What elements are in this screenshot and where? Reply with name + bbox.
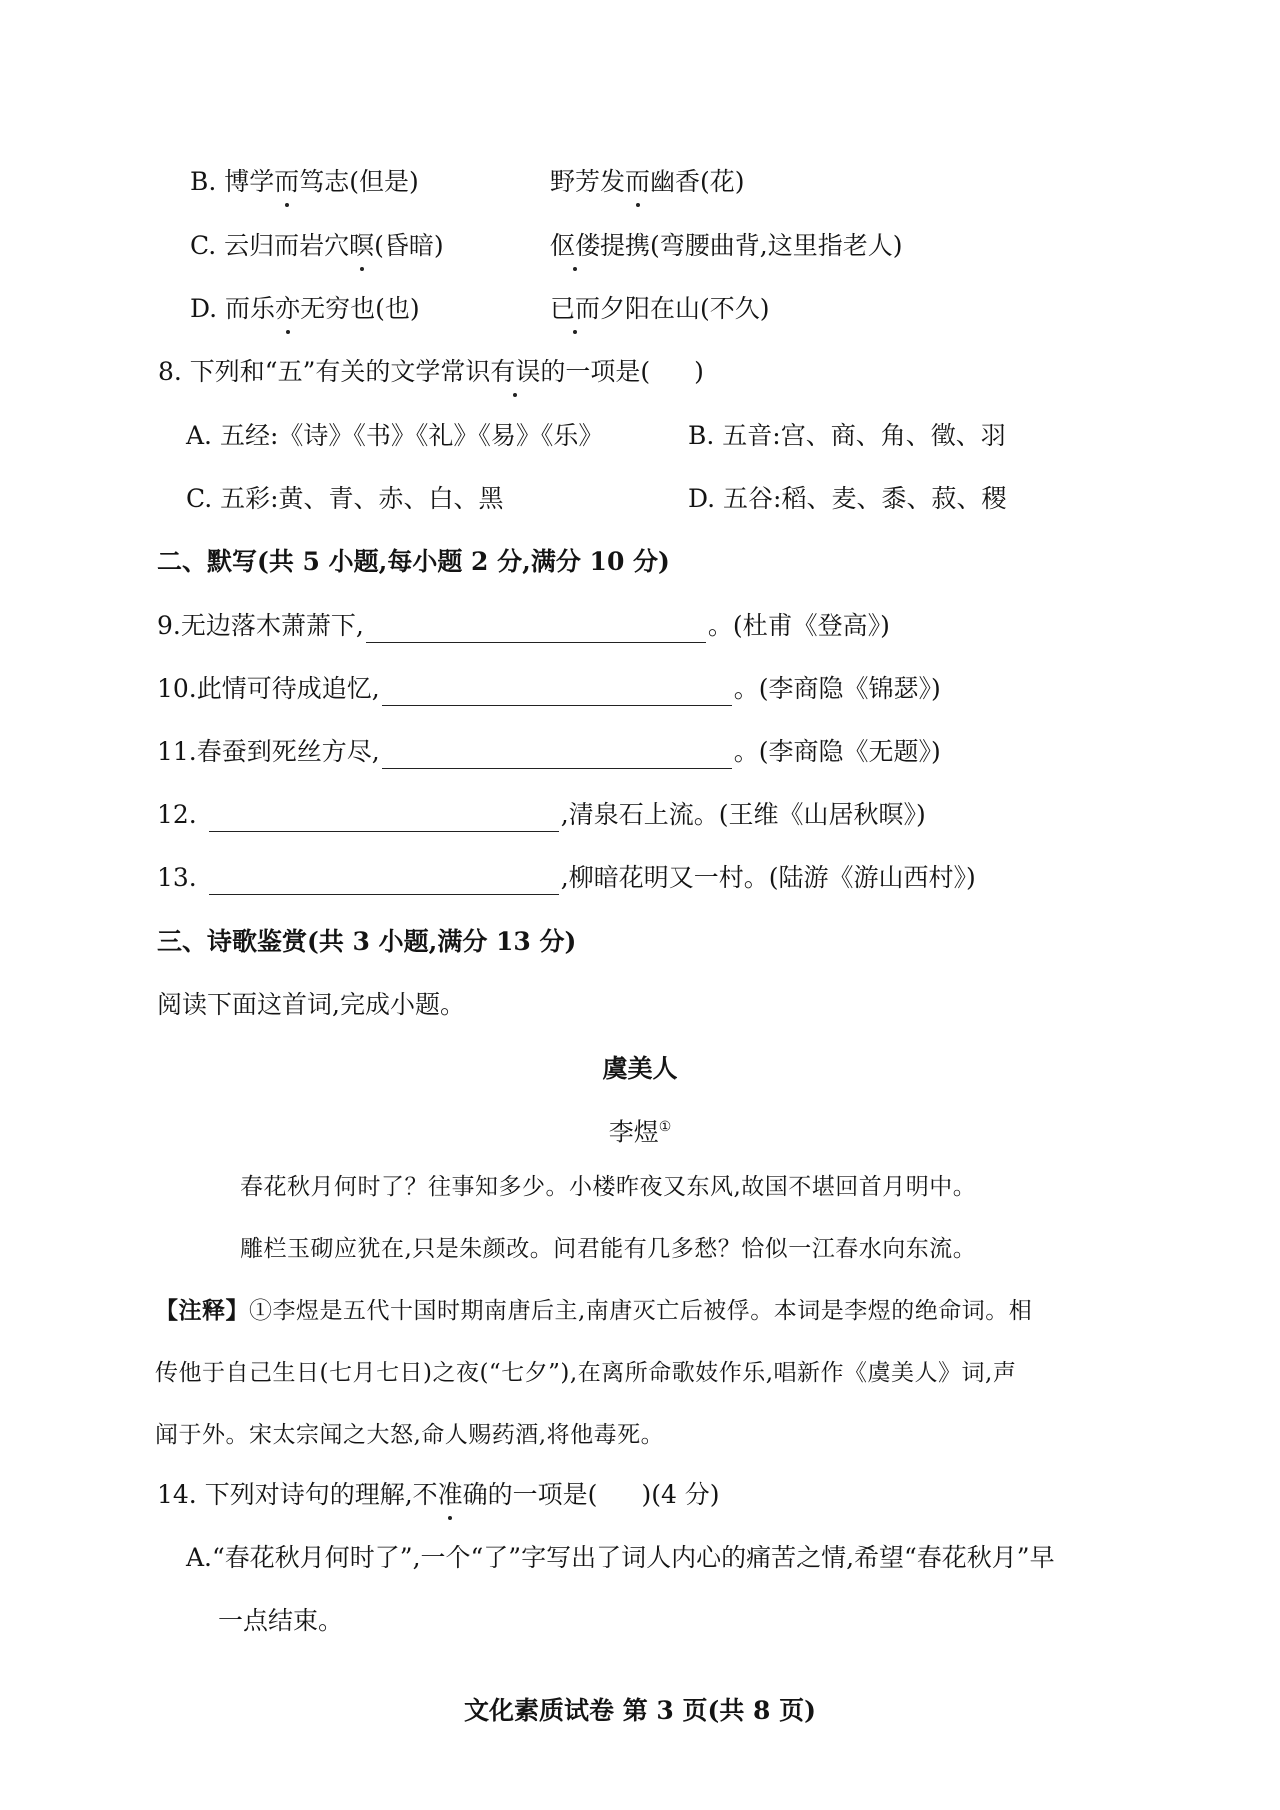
dictation-item-12: 12. ,清泉石上流。(王维《山居秋暝》)	[157, 798, 926, 832]
answer-blank[interactable]	[209, 805, 559, 832]
section3-heading: 三、诗歌鉴赏(共 3 小题,满分 13 分)	[157, 927, 577, 956]
annotation-label: 【注释】	[155, 1298, 249, 1324]
q14-option-a-line-1: A.“春花秋月何时了”,一个“了”字写出了词人内心的痛苦之情,希望“春花秋月”早	[186, 1543, 1055, 1572]
dictation-item-9: 9.无边落木萧萧下, 。(杜甫《登高》)	[157, 609, 890, 643]
poem-author: 李煜①	[608, 1117, 672, 1147]
q8-stem: 8. 下列和“五”有关的文学常识有误的一项是( )	[158, 355, 704, 389]
dictation-item-11: 11.春蚕到死丝方尽, 。(李商隐《无题》)	[157, 735, 941, 769]
q7-option-b-left: B. 博学而笃志(但是)	[190, 165, 419, 199]
section2-heading: 二、默写(共 5 小题,每小题 2 分,满分 10 分)	[157, 547, 670, 576]
dictation-item-13: 13. ,柳暗花明又一村。(陆游《游山西村》)	[157, 861, 976, 895]
q14-stem: 14. 下列对诗句的理解,不准确的一项是( )(4 分)	[157, 1478, 720, 1512]
q7-option-d-right: 已而夕阳在山(不久)	[550, 292, 770, 326]
poem-title: 虞美人	[602, 1054, 678, 1083]
annotation-line-2: 传他于自己生日(七月七日)之夜(“七夕”),在离所命歌妓作乐,唱新作《虞美人》词,声	[155, 1360, 1017, 1386]
poem-line-1: 春花秋月何时了？往事知多少。小楼昨夜又东风,故国不堪回首月明中。	[240, 1174, 977, 1200]
q7-option-c-right: 伛偻提携(弯腰曲背,这里指老人)	[550, 229, 902, 263]
q8-option-a: A. 五经:《诗》《书》《礼》《易》《乐》	[186, 421, 604, 450]
annotation-line-1: 【注释】①李煜是五代十国时期南唐后主,南唐灭亡后被俘。本词是李煜的绝命词。相	[155, 1298, 1033, 1324]
answer-blank[interactable]	[382, 742, 732, 769]
poem-line-2: 雕栏玉砌应犹在,只是朱颜改。问君能有几多愁？恰似一江春水向东流。	[240, 1236, 977, 1262]
q14-option-a-line-2: 一点结束。	[218, 1606, 344, 1635]
answer-blank[interactable]	[209, 868, 559, 895]
page-footer: 文化素质试卷 第 3 页(共 8 页)	[464, 1696, 816, 1725]
reading-instruction: 阅读下面这首词,完成小题。	[157, 990, 465, 1019]
q7-option-b-right: 野芳发而幽香(花)	[550, 165, 745, 199]
dictation-item-10: 10.此情可待成追忆, 。(李商隐《锦瑟》)	[157, 672, 941, 706]
q8-option-c: C. 五彩:黄、青、赤、白、黑	[186, 484, 504, 513]
q7-option-d-left: D. 而乐亦无穷也(也)	[190, 292, 420, 326]
annotation-line-3: 闻于外。宋太宗闻之大怒,命人赐药酒,将他毒死。	[155, 1422, 665, 1448]
answer-blank[interactable]	[366, 616, 706, 643]
q8-option-b: B. 五音:宫、商、角、徵、羽	[688, 421, 1006, 450]
answer-blank[interactable]	[382, 679, 732, 706]
q8-option-d: D. 五谷:稻、麦、黍、菽、稷	[688, 484, 1007, 513]
q7-option-c-left: C. 云归而岩穴暝(昏暗)	[190, 229, 444, 263]
